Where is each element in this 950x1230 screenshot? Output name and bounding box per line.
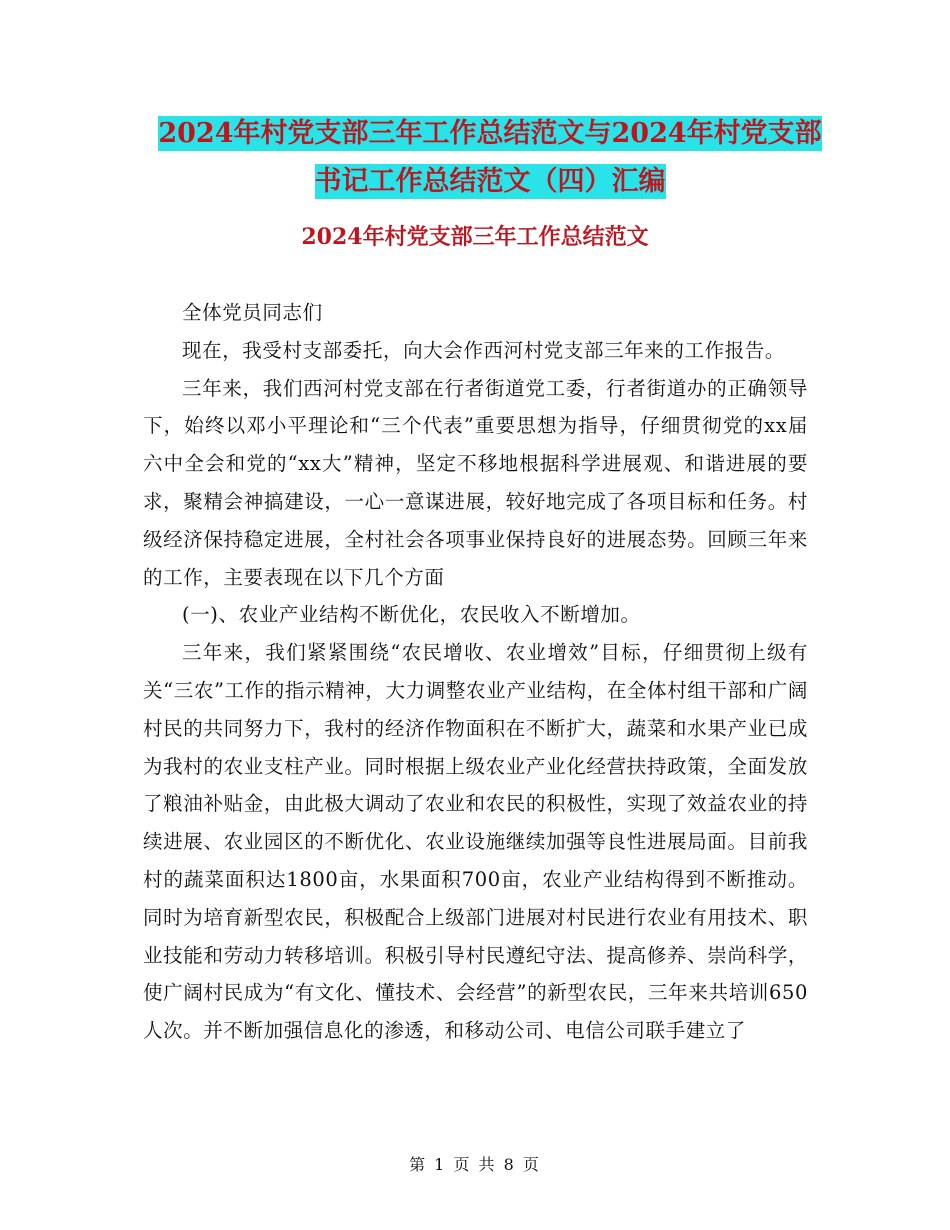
paragraph: 三年来，我们西河村党支部在行者街道党工委，行者街道办的正确领导下，始终以邓小平理论和“三个代表”重要思想为指导，仔细贯彻党的xx届六中全会和党的“xx大”精神，坚定不移地根据科学进展观、和谐进展的要求，聚精会神搞建设，一心一意谋进展，较好地完成了各项目标和任务。村级经济保持稳定进展，全村社会各项事业保持良好的进展态势。回顾三年来的工作，主要表现在以下几个方面 bbox=[143, 376, 808, 589]
paragraph: (一)、农业产业结构不断优化，农民收入不断增加。 bbox=[182, 603, 641, 627]
page-footer: 第 1 页 共 8 页 bbox=[409, 1155, 541, 1174]
title-line-2: 书记工作总结范文（四）汇编 bbox=[314, 166, 666, 197]
paragraph: 现在，我受村支部委托，向大会作西河村党支部三年来的工作报告。 bbox=[182, 338, 786, 362]
paragraph: 三年来，我们紧紧围绕“农民增收、农业增效”目标，仔细贯彻上级有关“三农”工作的指示精神，大力调整农业产业结构，在全体村组干部和广阔村民的共同努力下，我村的经济作物面积在不断扩大，蔬菜和水果产业已成为我村的农业支柱产业。同时根据上级农业产业化经营扶持政策，全面发放了粮油补贴金，由此极大调动了农业和农民的积极性，实现了效益农业的持续进展、农业园区的不断优化、农业设施继续加强等良性进展局面。目前我村的蔬菜面积达1800亩，水果面积700亩，农业产业结构得到不断推动。同时为培育新型农民，积极配合上级部门进展对村民进行农业有用技术、职业技能和劳动力转移培训。积极引导村民遵纪守法、提高修养、崇尚科学，使广阔村民成为“有文化、懂技术、会经营”的新型农民，三年来共培训650人次。并不断加强信息化的渗透，和移动公司、电信公司联手建立了 bbox=[143, 641, 808, 1043]
document-title bbox=[120, 110, 860, 206]
section-title: 2024年村党支部三年工作总结范文 bbox=[301, 224, 649, 250]
title-line-1: 2024年村党支部三年工作总结范文与2024年村党支部 bbox=[158, 118, 822, 149]
paragraph: 全体党员同志们 bbox=[182, 301, 323, 324]
document-body bbox=[143, 294, 808, 1050]
